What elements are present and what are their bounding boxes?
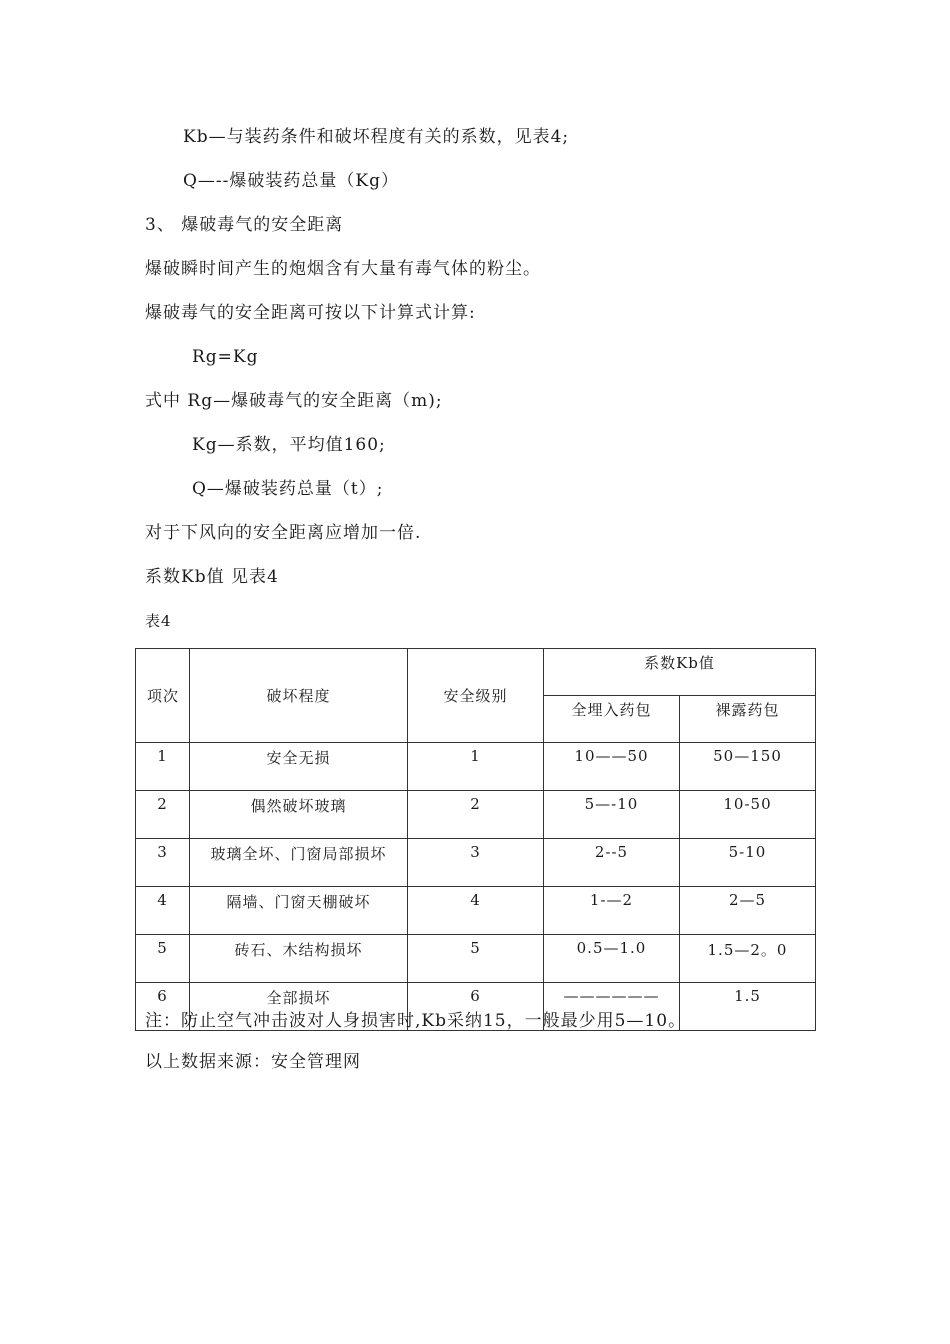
header-buried: 全埋入药包: [544, 696, 680, 743]
cell-exposed: 50—150: [680, 743, 816, 791]
table-header-row: [136, 649, 816, 696]
downwind-note: 对于下风向的安全距离应增加一倍.: [145, 523, 422, 543]
table-note: 注：防止空气冲击波对人身损害时,Kb采纳15，一般最少用5—10。: [145, 1011, 687, 1031]
table-row: [136, 791, 816, 839]
formula: Rg=Kg: [192, 347, 259, 367]
calc-intro: 爆破毒气的安全距离可按以下计算式计算:: [145, 303, 476, 323]
kb-definition: Kb—与装药条件和破坏程度有关的系数，见表4;: [183, 127, 570, 147]
cell-exposed: 1.5: [680, 983, 816, 1031]
header-exposed: 裸露药包: [680, 696, 816, 743]
cell-damage: 玻璃全坏、门窗局部损坏: [190, 839, 408, 887]
cell-item: 6: [136, 983, 190, 1031]
cell-item: 1: [136, 743, 190, 791]
header-damage: 破坏程度: [190, 649, 408, 743]
table-row: [136, 743, 816, 791]
cell-level: 2: [408, 791, 544, 839]
cell-damage: 砖石、木结构损坏: [190, 935, 408, 983]
table-row: [136, 839, 816, 887]
cell-damage: 全部损坏: [190, 983, 408, 1031]
cell-buried: 0.5—1.0: [544, 935, 680, 983]
cell-damage: 偶然破坏玻璃: [190, 791, 408, 839]
cell-level: 4: [408, 887, 544, 935]
rg-definition: 式中 Rg—爆破毒气的安全距离（m);: [145, 391, 443, 411]
cell-item: 4: [136, 887, 190, 935]
cell-level: 1: [408, 743, 544, 791]
cell-buried: ——————: [544, 983, 680, 1031]
cell-buried: 10——50: [544, 743, 680, 791]
header-kb-group: 系数Kb值: [544, 649, 816, 696]
header-item: 项次: [136, 649, 190, 743]
cell-exposed: 1.5—2。0: [680, 935, 816, 983]
smoke-paragraph: 爆破瞬时间产生的炮烟含有大量有毒气体的粉尘。: [145, 259, 541, 279]
cell-level: 5: [408, 935, 544, 983]
qt-definition: Q—爆破装药总量（t）;: [192, 479, 384, 499]
cell-damage: 安全无损: [190, 743, 408, 791]
table-row: [136, 935, 816, 983]
cell-buried: 2--5: [544, 839, 680, 887]
table-row: [136, 887, 816, 935]
cell-buried: 1-—2: [544, 887, 680, 935]
kg-definition: Kg—系数，平均值160;: [192, 435, 386, 455]
cell-damage: 隔墙、门窗天棚破坏: [190, 887, 408, 935]
q-definition: Q—--爆破装药总量（Kg）: [183, 171, 400, 191]
table-caption: 表4: [145, 612, 172, 630]
cell-item: 3: [136, 839, 190, 887]
cell-exposed: 10-50: [680, 791, 816, 839]
cell-exposed: 5-10: [680, 839, 816, 887]
data-source: 以上数据来源：安全管理网: [145, 1052, 361, 1072]
kb-reference: 系数Kb值 见表4: [145, 567, 279, 587]
cell-level: 6: [408, 983, 544, 1031]
header-level: 安全级别: [408, 649, 544, 743]
cell-level: 3: [408, 839, 544, 887]
cell-item: 2: [136, 791, 190, 839]
cell-item: 5: [136, 935, 190, 983]
cell-buried: 5—-10: [544, 791, 680, 839]
kb-table: [135, 648, 816, 1031]
section-heading: 3、 爆破毒气的安全距离: [145, 215, 344, 235]
cell-exposed: 2—5: [680, 887, 816, 935]
